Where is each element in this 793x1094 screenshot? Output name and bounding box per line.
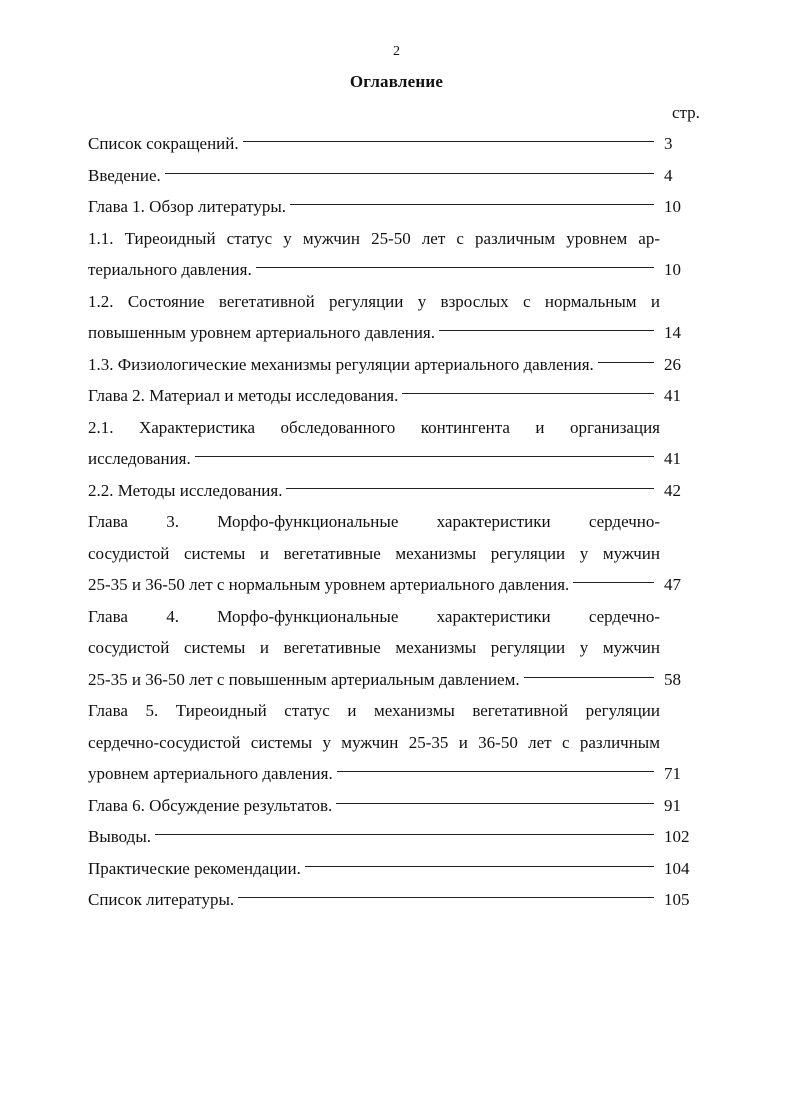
toc-entry-text: Глава 6. Обсуждение результатов. <box>88 795 333 815</box>
toc-page-number: 26 <box>664 354 681 374</box>
toc-page-number: 71 <box>664 764 681 783</box>
toc-entry-text: 25-35 и 36-50 лет с нормальным уровнем артериального давления. <box>88 575 570 594</box>
toc-entry <box>88 884 710 916</box>
toc-entry-text: исследования. <box>88 449 191 468</box>
toc-page-number: 105 <box>664 890 690 909</box>
toc-page-number: 14 <box>664 323 681 342</box>
toc-entry-line <box>88 317 710 349</box>
toc-entry <box>88 286 710 349</box>
toc-leader-line <box>305 866 654 867</box>
toc-leader-line <box>165 173 654 174</box>
toc-entry-line <box>88 884 710 916</box>
toc-entry-line <box>88 790 710 822</box>
page-title: Оглавление <box>349 72 444 91</box>
toc-entry-text: сосудистой системы и вегетативные механизмы регуляции у мужчин <box>88 543 660 563</box>
toc-entry-line <box>88 254 710 286</box>
toc-leader-line <box>439 330 654 331</box>
toc-leader-line <box>336 803 654 804</box>
toc-entry-line <box>88 223 710 255</box>
toc-entry-text: Глава 3. Морфо-функциональные характеристики сердечно- <box>88 512 660 531</box>
toc-entry <box>88 191 710 223</box>
toc-entry-text: сосудистой системы и вегетативные механизмы регуляции у мужчин <box>88 638 660 657</box>
toc-entry-line <box>88 569 710 601</box>
toc-entry-line <box>88 664 710 696</box>
toc-entry-line <box>88 601 710 633</box>
toc-entry-text: териального давления. <box>88 260 252 279</box>
toc-entry-text: уровнем артериального давления. <box>88 764 333 783</box>
toc-entry <box>88 223 710 286</box>
toc-entry <box>88 380 710 412</box>
toc-page-number: 10 <box>664 260 681 279</box>
toc-entry <box>88 412 710 475</box>
toc-page-number: 102 <box>664 827 690 846</box>
toc-entry-text: Глава 5. Тиреоидный статус и механизмы вегетативной регуляции <box>88 701 660 720</box>
toc-leader-line <box>402 393 654 394</box>
toc-entry-text: сердечно-сосудистой системы у мужчин 25-35 и 36-50 лет с различным <box>88 732 660 752</box>
toc-entry-line <box>88 380 710 412</box>
page-number: 2 <box>393 44 400 59</box>
toc-page-number: 4 <box>664 165 673 185</box>
toc-page-number: 10 <box>664 197 681 216</box>
toc-entry <box>88 821 710 853</box>
toc-page-number: 41 <box>664 449 681 468</box>
toc-entry <box>88 601 710 696</box>
toc-leader-line <box>256 267 654 268</box>
toc-page-number: 104 <box>664 858 690 878</box>
toc-entry-line <box>88 286 710 318</box>
toc-entry <box>88 790 710 822</box>
toc-leader-line <box>286 488 654 489</box>
toc-page-number: 3 <box>664 134 673 153</box>
toc-entry-line <box>88 821 710 853</box>
toc-entry-text: Список литературы. <box>88 890 235 909</box>
toc-page-number: 91 <box>664 795 681 815</box>
toc-leader-line <box>195 456 654 457</box>
toc-entry-line <box>88 349 710 381</box>
toc-entry-line <box>88 160 710 192</box>
toc-entry-text: 1.3. Физиологические механизмы регуляции артериального давления. <box>88 354 594 374</box>
toc-entry <box>88 160 710 192</box>
toc-entry-line <box>88 475 710 507</box>
table-of-contents <box>88 128 710 916</box>
toc-entry-line <box>88 853 710 885</box>
toc-entry-text: Список сокращений. <box>88 134 239 153</box>
toc-entry-line <box>88 695 710 727</box>
toc-entry-text: Введение. <box>88 165 161 185</box>
toc-entry-text: 2.1. Характеристика обследованного контингента и организация <box>88 417 660 437</box>
toc-entry <box>88 475 710 507</box>
toc-entry-text: 1.1. Тиреоидный статус у мужчин 25-50 лет с различным уровнем ар- <box>88 228 660 248</box>
toc-entry <box>88 506 710 601</box>
toc-leader-line <box>524 677 654 678</box>
toc-entry-text: 2.2. Методы исследования. <box>88 480 283 500</box>
toc-entry-line <box>88 412 710 444</box>
toc-leader-line <box>337 771 654 772</box>
toc-leader-line <box>290 204 654 205</box>
toc-page-number: 58 <box>664 669 681 689</box>
toc-leader-line <box>243 141 654 142</box>
toc-entry-text: Выводы. <box>88 827 152 846</box>
toc-leader-line <box>155 834 654 835</box>
toc-entry-text: Глава 2. Материал и методы исследования. <box>88 386 399 405</box>
page-column-label: стр. <box>672 103 700 122</box>
toc-entry-text: 1.2. Состояние вегетативной регуляции у взрослых с нормальным и <box>88 291 660 311</box>
toc-entry-text: Глава 4. Морфо-функциональные характеристики сердечно- <box>88 606 660 626</box>
toc-entry-line <box>88 632 710 664</box>
toc-page-number: 42 <box>664 480 681 500</box>
toc-entry-line <box>88 538 710 570</box>
toc-entry-line <box>88 191 710 223</box>
toc-entry-text: 25-35 и 36-50 лет с повышенным артериальным давлением. <box>88 669 520 689</box>
toc-entry-text: повышенным уровнем артериального давления. <box>88 323 435 342</box>
toc-entry-line <box>88 506 710 538</box>
toc-leader-line <box>573 582 654 583</box>
toc-entry-line <box>88 128 710 160</box>
toc-entry-text: Практические рекомендации. <box>88 858 301 878</box>
toc-entry <box>88 349 710 381</box>
toc-entry <box>88 853 710 885</box>
toc-entry-line <box>88 443 710 475</box>
toc-entry <box>88 128 710 160</box>
toc-leader-line <box>598 362 654 363</box>
toc-entry <box>88 695 710 790</box>
toc-page-number: 41 <box>664 386 681 405</box>
toc-leader-line <box>238 897 654 898</box>
toc-entry-line <box>88 758 710 790</box>
toc-entry-line <box>88 727 710 759</box>
toc-page-number: 47 <box>664 575 681 594</box>
toc-entry-text: Глава 1. Обзор литературы. <box>88 197 287 216</box>
